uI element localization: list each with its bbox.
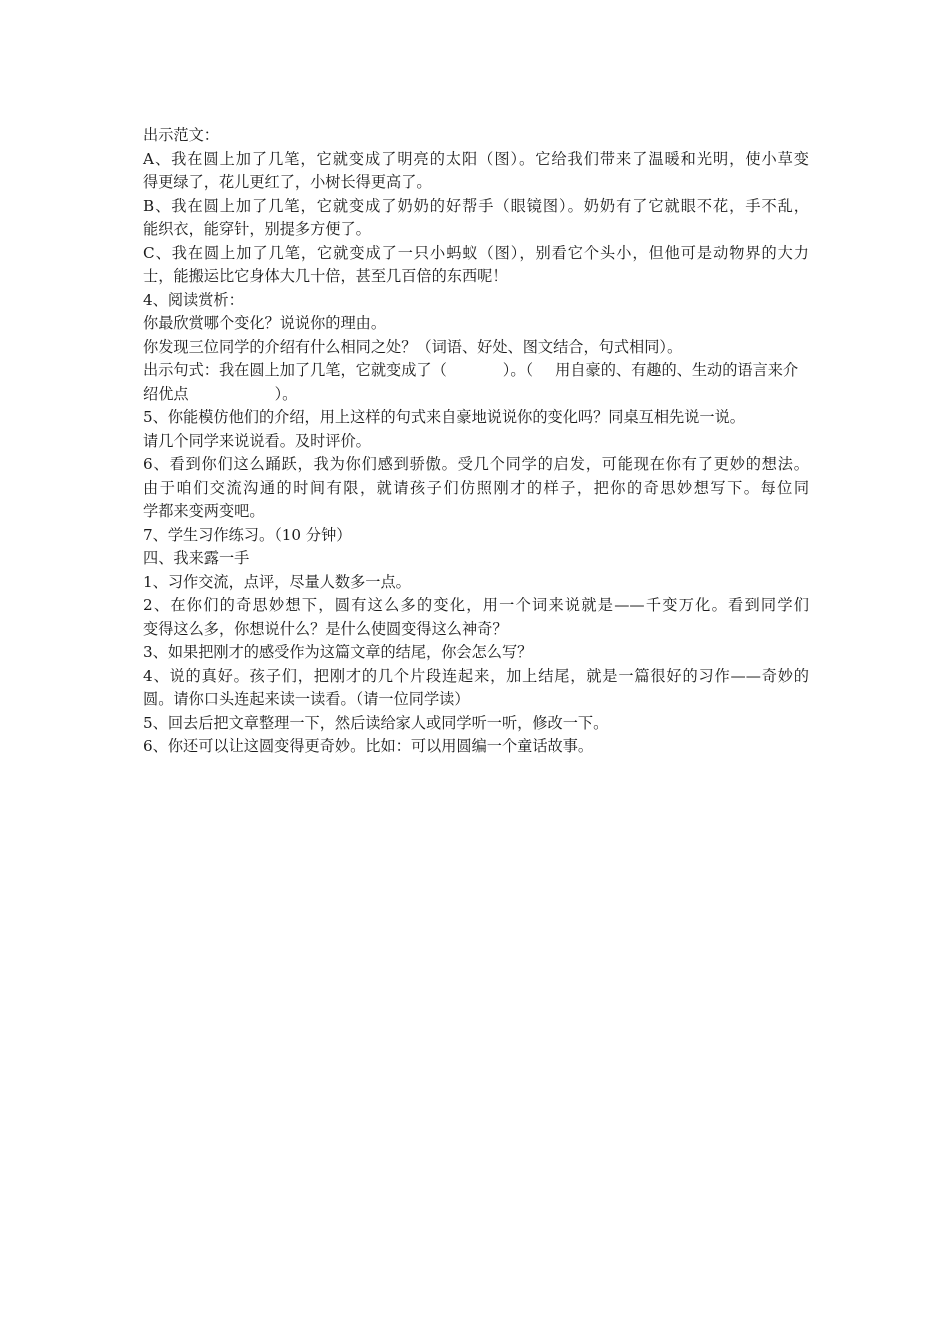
text-line: C、我在圆上加了几笔，它就变成了一只小蚂蚁（图），别看它个头小，但他可是动物界的大力 bbox=[143, 243, 809, 262]
pattern-text: 绍优点 bbox=[143, 384, 189, 403]
text-line: 4、说的真好。孩子们，把刚才的几个片段连起来，加上结尾，就是一篇很好的习作——奇妙的 bbox=[143, 666, 809, 685]
text-line: 出示范文： bbox=[143, 126, 219, 144]
text-line: A、我在圆上加了几笔，它就变成了明亮的太阳（图）。它给我们带来了温暖和光明，使小草变 bbox=[143, 149, 809, 168]
text-line: 请几个同学来说说看。及时评价。 bbox=[143, 431, 371, 450]
text-line: 你最欣赏哪个变化？说说你的理由。 bbox=[143, 314, 386, 332]
text-line: 由于咱们交流沟通的时间有限，就请孩子们仿照刚才的样子，把你的奇思妙想写下。每位同 bbox=[143, 478, 809, 497]
pattern-text: 用自豪的、有趣的、生动的语言来介 bbox=[555, 361, 799, 379]
text-line: B、我在圆上加了几笔，它就变成了奶奶的好帮手（眼镜图）。奶奶有了它就眼不花，手不乱， bbox=[143, 196, 809, 215]
sentence-pattern-line bbox=[143, 383, 809, 407]
sentence-pattern-line bbox=[143, 359, 809, 383]
pattern-text: ）。 bbox=[274, 384, 298, 403]
text-line: 7、学生习作练习。（10 分钟） bbox=[143, 525, 352, 544]
text-line: 变得这么多，你想说什么？是什么使圆变得这么神奇？ bbox=[143, 619, 508, 638]
text-line: 士，能搬运比它身体大几十倍，甚至几百倍的东西呢！ bbox=[143, 267, 508, 285]
text-line: 你发现三位同学的介绍有什么相同之处？（词语、好处、图文结合，句式相同）。 bbox=[143, 337, 683, 356]
text-line: 圆。请你口头连起来读一读看。（请一位同学读） bbox=[143, 690, 470, 708]
text-line: 学都来变两变吧。 bbox=[143, 502, 265, 520]
text-line: 5、你能模仿他们的介绍，用上这样的句式来自豪地说说你的变化吗？同桌互相先说一说。 bbox=[143, 408, 745, 426]
text-line: 3、如果把刚才的感受作为这篇文章的结尾，你会怎么写？ bbox=[143, 643, 533, 661]
text-line: 1、习作交流，点评，尽量人数多一点。 bbox=[143, 572, 411, 591]
pattern-text: 出示句式：我在圆上加了几笔，它就变成了（ bbox=[143, 361, 447, 379]
text-line: 6、看到你们这么踊跃，我为你们感到骄傲。受几个同学的启发，可能现在你有了更妙的想法。 bbox=[143, 455, 809, 473]
pattern-text: ）。（ bbox=[502, 361, 534, 379]
text-line: 4、阅读赏析： bbox=[143, 290, 244, 309]
document-body bbox=[143, 124, 809, 759]
text-line: 得更绿了，花儿更红了，小树长得更高了。 bbox=[143, 173, 432, 191]
text-line: 6、你还可以让这圆变得更奇妙。比如：可以用圆编一个童话故事。 bbox=[143, 737, 594, 755]
section-heading: 四、我来露一手 bbox=[143, 549, 250, 567]
text-line: 5、回去后把文章整理一下，然后读给家人或同学听一听，修改一下。 bbox=[143, 713, 609, 732]
text-line: 能织衣，能穿针，别提多方便了。 bbox=[143, 220, 371, 238]
text-line: 2、在你们的奇思妙想下，圆有这么多的变化，用一个词来说就是——千变万化。看到同学们 bbox=[143, 596, 809, 614]
